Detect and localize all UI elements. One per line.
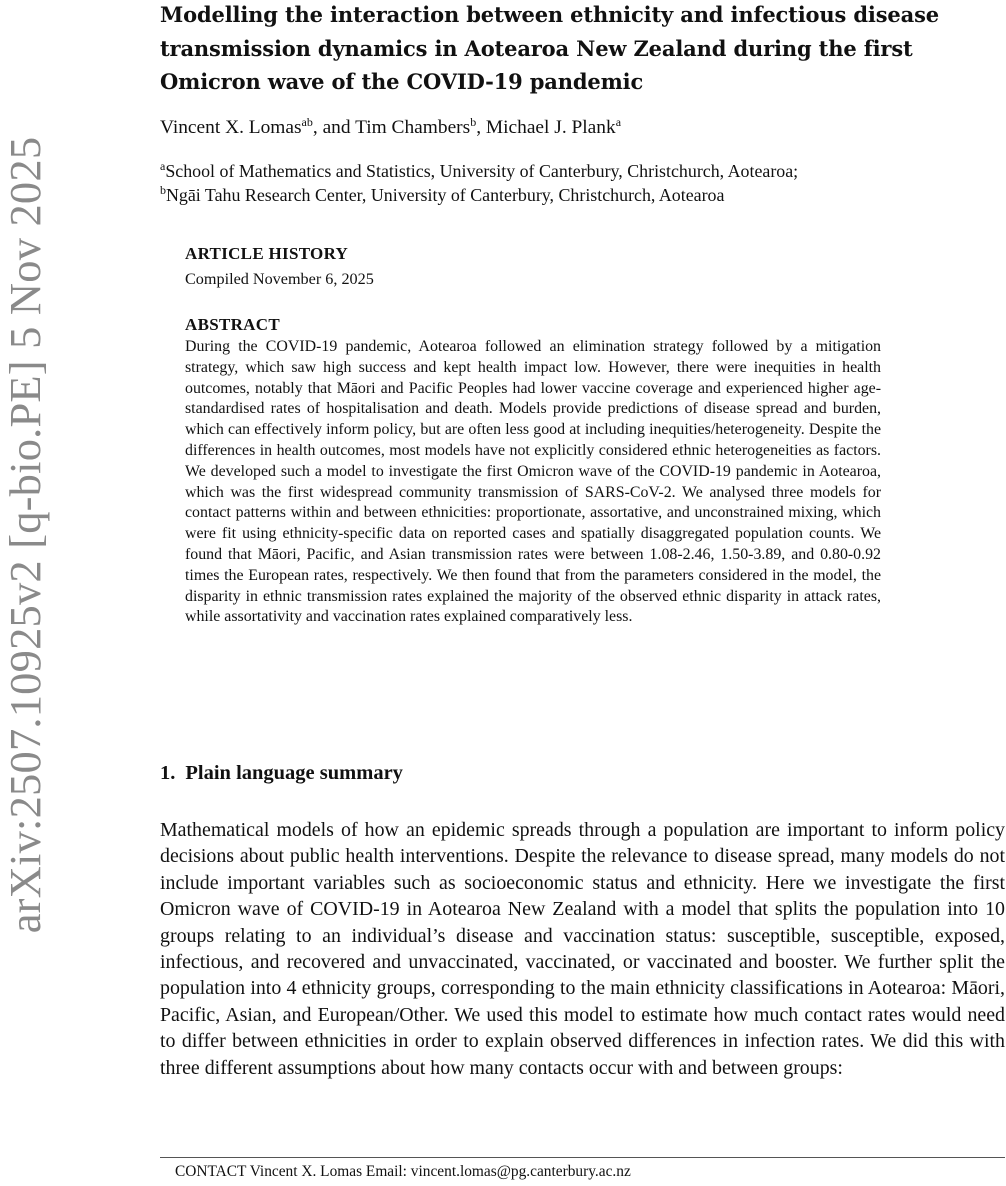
abstract-body: During the COVID-19 pandemic, Aotearoa followed an elimination strategy followed by a mitigation strategy, which saw high success and kept health impact low. However, there were inequities in health outcomes, notably that Māori and Pacific Peoples had lower vaccine coverage and experienced higher age-standardised rates of hospitalisation and death. Models provide predictions of disease spread and burden, which can effectively inform policy, but are often less good at including inequities/heterogeneity. Despite the differences in health outcomes, most models have not explicitly considered ethnic heterogeneities as factors. We developed such a model to investigate the first Omicron wave of the COVID-19 pandemic in Aotearoa, which was the first widespread community transmission of SARS-CoV-2. We analysed three models for contact patterns within and between ethnicities: proportionate, assortative, and unconstrained mixing, which were fit using ethnicity-specific data on reported cases and spatially disaggregated population counts. We found that Māori, Pacific, and Asian transmission rates were between 1.08-2.46, 1.50-3.89, and 0.80-0.92 times the European rates, respectively. We then found that from the parameters considered in the model, the disparity in ethnic transmission rates explained the majority of the observed ethnic disparity in attack rates, while assortativity and vaccination rates explained comparatively less. [185, 338, 881, 626]
abstract-heading: ABSTRACT [185, 315, 280, 334]
article-history-heading: ARTICLE HISTORY [185, 244, 349, 263]
affiliation [160, 183, 798, 207]
affiliation-text: Ngāi Tahu Research Center, University of Canterbury, Christchurch, Aotearoa [166, 185, 725, 205]
affiliation-mark: b [160, 183, 166, 197]
title-line: Modelling the interaction between ethnicity and infectious disease [160, 2, 939, 27]
author-separator: , [476, 117, 486, 138]
affiliations [160, 159, 798, 207]
title-line: Omicron wave of the COVID-19 pandemic [160, 69, 644, 94]
author-name: Michael J. Plank [485, 117, 616, 138]
title-line: transmission dynamics in Aotearoa New Zealand during the first [160, 35, 913, 61]
arxiv-identifier: arXiv:2507.10925v2 [q-bio.PE] 5 Nov 2025 [0, 136, 50, 934]
section-heading [160, 762, 403, 785]
section-body: Mathematical models of how an epidemic spreads through a population are important to inform policy decisions about public health interventions. Despite the relevance to disease spread, many models do not include important variables such as socioeconomic status and ethnicity. Here we investigate the first Omicron wave of COVID-19 in Aotearoa New Zealand with a model that splits the population into 10 groups relating to an individual’s disease and vaccination status: susceptible, susceptible, exposed, infectious, and recovered and unvaccinated, vaccinated, or vaccinated and booster. We further split the population into 4 ethnicity groups, corresponding to the main ethnicity classifications in Aotearoa: Māori, Pacific, Asian, and European/Other. We used this model to estimate how much contact rates would need to differ between ethnicities in order to explain observed differences in infection rates. We did this with three different assumptions about how many contacts occur with and between groups: [160, 819, 1005, 1079]
affiliation [160, 159, 798, 183]
author-separator: , and [312, 117, 356, 138]
contact-footnote: CONTACT Vincent X. Lomas Email: vincent.lomas@pg.canterbury.ac.nz [175, 1163, 631, 1180]
section-title: Plain language summary [185, 762, 403, 784]
paper-title [160, 0, 990, 99]
author-affiliation-mark: ab [301, 115, 313, 129]
arxiv-sidebar [0, 136, 55, 934]
author-affiliation-mark: b [470, 115, 477, 129]
author-name: Tim Chambers [355, 117, 471, 138]
author-name: Vincent X. Lomas [160, 117, 302, 138]
compiled-date: Compiled November 6, 2025 [185, 270, 374, 288]
author-affiliation-mark: a [615, 115, 622, 129]
affiliation-mark: a [160, 159, 166, 173]
section-number: 1. [160, 762, 176, 784]
footnote-divider [160, 1157, 1005, 1158]
affiliation-text: School of Mathematics and Statistics, University of Canterbury, Christchurch, Aotearoa; [165, 161, 799, 181]
author-list [160, 117, 621, 139]
